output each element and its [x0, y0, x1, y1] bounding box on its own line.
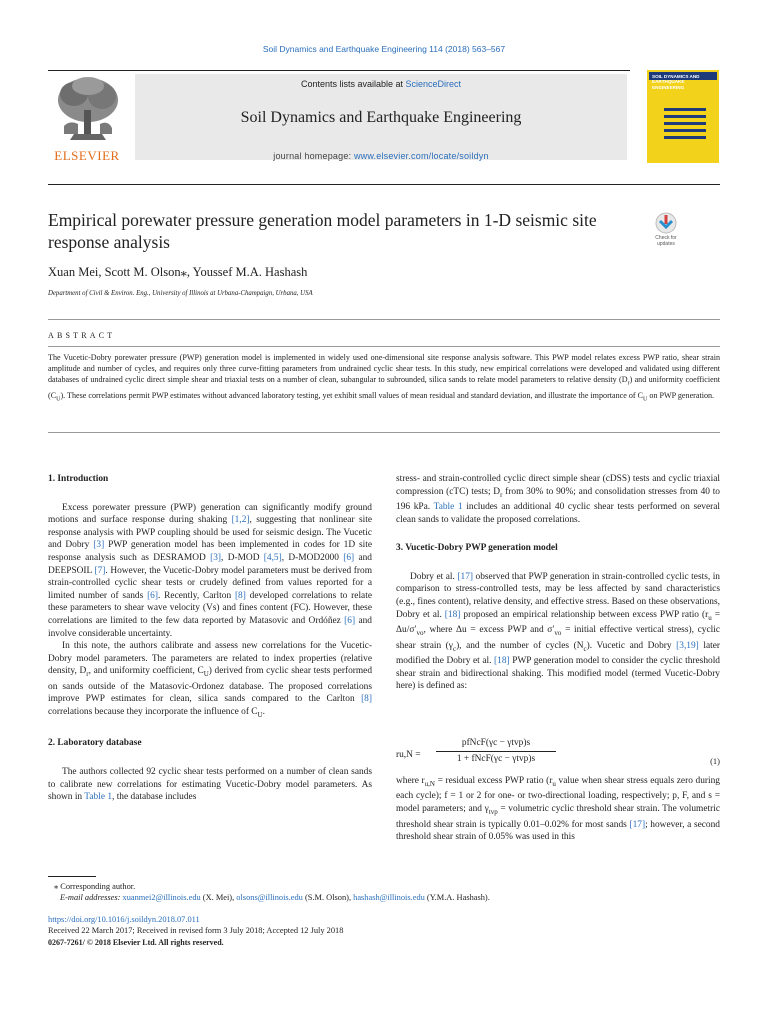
table-1-link[interactable]: Table 1: [84, 792, 113, 803]
lab-paragraph-continued: stress- and strain-controlled cyclic direct simple shear (cDSS) tests and cyclic triaxial compression (cTC) tests; $D_r$ from 30% to 90%; and consolidation stresses from 40 to 196 kPa. Table 1 includes an additional 40 cyclic shear tests performed on several clean sands to validate the proposed correlations.: [396, 474, 721, 525]
ref-18[interactable]: [18]: [444, 609, 461, 620]
section-introduction-heading: 1. Introduction: [48, 474, 109, 484]
journal-homepage: [135, 151, 627, 161]
email-label: E-mail addresses:: [60, 893, 123, 903]
email-mei[interactable]: xuanmei2@illinois.edu: [122, 893, 201, 903]
journal-name: Soil Dynamics and Earthquake Engineering: [240, 109, 522, 126]
ref-17b[interactable]: [17]: [629, 819, 646, 830]
vd-paragraph-1: Dobry et al. [17] observed that PWP generation in strain-controlled cyclic tests, in comparison to stress-controlled tests, may be less affected by sand characteristics (e.g., fines content), relative density, and effective stress. Based on these observations, Dobry et al. [18] proposed an empirical relationship between excess PWP ratio ($r_u = \Delta u/\sigma'_{vo}$, where Δu = excess PWP and $\sigma'_{vo}$ = initial effective vertical stress), cyclic shear strain $(\gamma_c)$, and the number of cycles $(N_c)$. Vucetic and Dobry [3,19] later modified the Dobry et al. [18] PWP generation model to consider the cyclic threshold shear strain and bidirectional shaking. This modified model (termed Vucetic-Dobry here) is defined as:: [396, 571, 721, 692]
ref-1-2[interactable]: [1,2]: [231, 515, 250, 526]
crossmark-badge[interactable]: [649, 212, 683, 252]
equation-fraction-bar: [436, 751, 556, 752]
homepage-link[interactable]: www.elsevier.com/locate/soildyn: [353, 151, 489, 161]
email-olson[interactable]: olsons@illinois.edu: [236, 893, 303, 903]
elsevier-tree-logo: [50, 74, 126, 146]
equation-number: (1): [710, 756, 720, 766]
vd-paragraph-2: where $r_{u,N}$ = residual excess PWP ratio ($r_u$ value when shear stress equals zero during each cycle); f = 1 or 2 for one- or two-directional loading, respectively; p, F, and s = model parameters; and $\gamma_{tvp}$ = volumetric cyclic threshold shear strain. The volumetric threshold shear strain is typically 0.01–0.02% for most sands [17]; however, a second threshold shear strain of 0.05% was used in this: [396, 776, 720, 843]
ref-8[interactable]: [8]: [234, 590, 246, 601]
corresponding-author-note: ⁎ Corresponding author.: [54, 882, 136, 891]
abstract-heading: ABSTRACT: [48, 331, 116, 340]
right-column-continued: [396, 775, 720, 844]
article-info: [48, 914, 720, 948]
table-1-link-2[interactable]: Table 1: [433, 502, 463, 513]
left-column: [48, 473, 372, 804]
received-dates: Received 22 March 2017; Received in revised form 3 July 2018; Accepted 12 July 2018: [48, 926, 344, 936]
ref-18b[interactable]: [18]: [494, 656, 510, 667]
lab-paragraph-1: The authors collected 92 cyclic shear tests performed on a number of clean sands to calibrate new correlations for estimating Vucetic-Dobry model parameters. As shown in Table 1, the database includes: [48, 767, 372, 803]
crossmark-icon: [655, 212, 677, 234]
equation-1: [396, 736, 720, 776]
abstract-text: The Vucetic-Dobry porewater pressure (PWP) generation model is implemented in widely used one-dimensional site response analysis software. This PWP model relates excess PWP ratio, shear strain amplitude and number of cycles, and requires only three curve-fitting parameters from undrained cyclic shear tests. In this study, new empirical correlations were developed and validated using different databases of undrained cyclic direct simple shear and triaxial tests on a number of clean, subangular to subrounded, silica sands to relate model parameters to relative density $(D_r)$ and uniformity coefficient $(C_U)$. These correlations permit PWP estimates without advanced laboratory testing, yet exhibit small values of mean residual and standard deviation, and illustrate the importance of $C_U$ on PWP generation.: [48, 353, 720, 403]
publisher-name[interactable]: ELSEVIER: [54, 148, 120, 163]
ref-6b[interactable]: [6]: [147, 590, 158, 601]
affiliation: Department of Civil & Environ. Eng., University of Illinois at Urbana-Champaign, Urbana, USA: [48, 290, 313, 297]
ref-4-5[interactable]: [4,5]: [263, 552, 282, 563]
equation-lhs: ru,N =: [396, 750, 421, 760]
paper-title: Empirical porewater pressure generation model parameters in 1-D seismic site response analysis: [48, 210, 597, 252]
ref-6c[interactable]: [6]: [344, 615, 356, 626]
author-list: Xuan Mei, Scott M. Olson⁎, Youssef M.A. Hashash: [48, 265, 308, 279]
doi-link[interactable]: https://doi.org/10.1016/j.soildyn.2018.07.011: [48, 915, 200, 924]
intro-paragraph-2: In this note, the authors calibrate and assess new correlations for the Vucetic-Dobry model parameters. The parameters are related to index properties (relative density, $D_r$, and uniformity coefficient, $C_U$) derived from cyclic shear tests performed on sands outside of the Matasovic-Ordonez database. The proposed correlations improve PWP estimates for clean, silica sands compared to the Carlton [8] correlations because they incorporate the influence of $C_U$.: [48, 641, 373, 719]
journal-citation[interactable]: Soil Dynamics and Earthquake Engineering 114 (2018) 563–567: [262, 44, 506, 54]
email-hashash-name: (Y.M.A. Hashash).: [424, 893, 490, 903]
footnotes: [48, 881, 720, 904]
journal-cover-art: [660, 104, 710, 144]
equation-denominator: 1 + fNcF(γc − γtvp)s: [456, 754, 536, 764]
crossmark-line1: Check for: [655, 235, 677, 241]
header-top-rule: [48, 70, 630, 71]
ref-7[interactable]: [7]: [94, 565, 106, 576]
sciencedirect-link[interactable]: ScienceDirect: [405, 79, 462, 89]
ref-3b[interactable]: [3]: [210, 552, 222, 563]
ref-3-19[interactable]: [3,19]: [676, 640, 699, 651]
email-addresses: [48, 892, 720, 903]
header-bottom-rule: [48, 184, 720, 185]
email-olson-name: (S.M. Olson),: [302, 893, 354, 903]
contents-prefix: Contents lists available at: [300, 79, 406, 89]
equation-numerator: pfNcF(γc − γtvp)s: [461, 738, 531, 748]
ref-6[interactable]: [6]: [343, 552, 355, 563]
copyright-line: 0267-7261/ © 2018 Elsevier Ltd. All rights reserved.: [48, 937, 224, 947]
journal-cover-title: SOIL DYNAMICS AND EARTHQUAKE ENGINEERING: [652, 74, 700, 90]
ref-3[interactable]: [3]: [93, 540, 105, 551]
homepage-prefix: journal homepage:: [273, 151, 354, 161]
contents-line: [135, 79, 627, 89]
abstract-top-rule: [48, 319, 720, 320]
crossmark-line2: updates: [657, 241, 675, 247]
ref-17[interactable]: [17]: [457, 571, 474, 582]
email-hashash[interactable]: hashash@illinois.edu: [353, 893, 425, 903]
ref-8b[interactable]: [8]: [361, 694, 372, 705]
intro-paragraph-1: Excess porewater pressure (PWP) generation can significantly modify ground motions and surface response during shaking [1,2], suggesting that nonlinear site response analysis with PWP coupling should be used for seismic design. The Vucetic and Dobry [3] PWP generation model has been implemented in codes for 1D site response analysis such as DESRAMOD [3], D-MOD [4,5], D-MOD2000 [6] and DEEPSOIL [7]. However, the Vucetic-Dobry model parameters must be derived from strain-controlled cyclic shear tests or crudely defined from values reported for a limited number of sands [6]. Recently, Carlton [8] developed correlations to relate these parameters to shear wave velocity (Vs) and fines content (FC). However, these correlations are limited to the few data reported by Matasovic and Ordóñez [6] and involve considerable uncertainty.: [48, 502, 373, 639]
section-lab-database-heading: 2. Laboratory database: [48, 738, 142, 749]
right-column: [396, 473, 720, 693]
abstract-mid-rule: [48, 346, 720, 347]
section-vucetic-dobry-heading: 3. Vucetic-Dobry PWP generation model: [396, 543, 558, 554]
footnote-rule: [48, 876, 96, 877]
abstract-bottom-rule: [48, 432, 720, 433]
email-mei-name: (X. Mei),: [200, 893, 237, 903]
